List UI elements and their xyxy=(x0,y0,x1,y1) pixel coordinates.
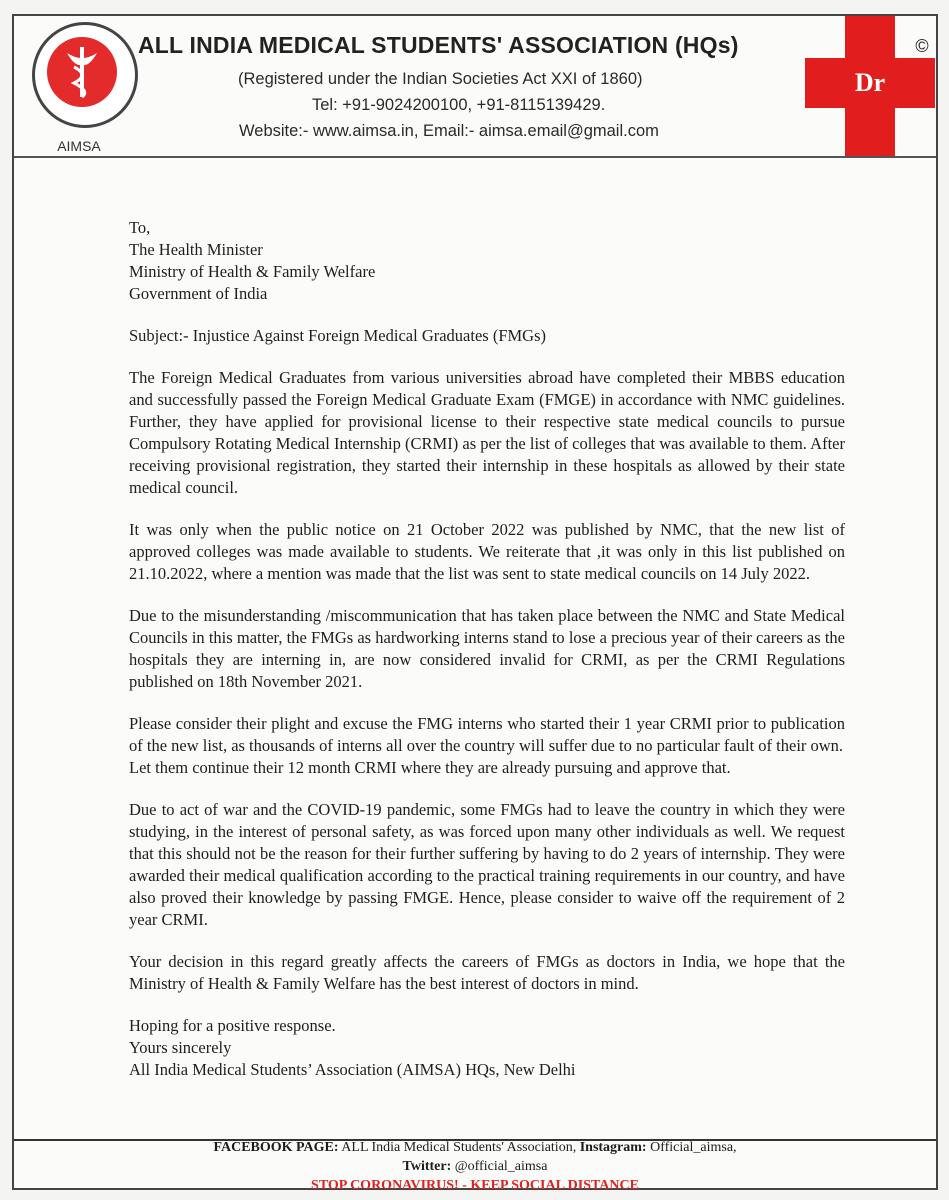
paragraph: Your decision in this regard greatly affects the careers of FMGs as doctors in India, we hope that the Ministry of Health & Family Welfare has the best interest of doctors in mind. xyxy=(129,952,845,993)
header-divider xyxy=(14,156,936,158)
recipient-line: Ministry of Health & Family Welfare xyxy=(129,262,376,281)
paragraph: The Foreign Medical Graduates from various universities abroad have completed their MBBS education and successfully passed the Foreign Medical Graduate Exam (FMGE) in accordance with NMC guidelines. Further, they have applied for provisional license to their respective state medical councils to pursue Compulsory Rotating Medical Internship (CRMI) as per the list of colleges that was available to them. After receiving provisional registration, they started their internship in these hospitals as allowed by their state medical council. xyxy=(129,368,845,497)
recipient-line: Government of India xyxy=(129,284,268,303)
letter-body xyxy=(129,217,845,1081)
paragraph: Let them continue their 12 month CRMI where they are already pursuing and approve that. xyxy=(129,758,731,777)
logo-caption: AIMSA xyxy=(57,138,101,154)
closing-line: Hoping for a positive response. xyxy=(129,1016,336,1035)
footer-twitter-line xyxy=(14,1157,936,1176)
copyright-icon: © xyxy=(915,36,929,56)
facebook-label: FACEBOOK PAGE: xyxy=(213,1140,339,1155)
twitter-label: Twitter: xyxy=(402,1159,452,1174)
dr-badge: Dr xyxy=(854,68,886,97)
subject-line: Subject:- Injustice Against Foreign Medical Graduates (FMGs) xyxy=(129,326,547,345)
twitter-link[interactable]: @official_aimsa xyxy=(451,1159,548,1174)
recipient-line: The Health Minister xyxy=(129,240,263,259)
signature-line: All India Medical Students’ Association (AIMSA) HQs, New Delhi xyxy=(129,1060,576,1079)
paragraph: Please consider their plight and excuse the FMG interns who started their 1 year CRMI prior to publication of the new list, as thousands of interns all over the country will suffer due to no particular fault of their own. xyxy=(129,714,845,755)
letterhead-document xyxy=(12,14,938,1193)
paragraph: Due to the misunderstanding /miscommunication that has taken place between the NMC and State Medical Councils in this matter, the FMGs as hardworking interns stand to lose a precious year of their careers as the hospitals they are interning in, are now considered invalid for CRMI, as per the CRMI Regulations published on 18th November 2021. xyxy=(129,606,845,691)
logo-seal-ring xyxy=(32,22,138,128)
paragraph: It was only when the public notice on 21 October 2022 was published by NMC, that the new list of approved colleges was made available to students. We reiterate that ,it was only in this list published on 21.10.2022, where a mention was made that the list was sent to state medical councils on 14 July 2022. xyxy=(129,520,845,583)
letterhead-header xyxy=(14,16,936,156)
telephone-line: Tel: +91-9024200100, +91-8115139429. xyxy=(312,96,606,114)
footer-social-line xyxy=(14,1138,936,1157)
instagram-link[interactable]: Official_aimsa, xyxy=(646,1140,737,1155)
caduceus-icon xyxy=(47,37,117,107)
closing-line: Yours sincerely xyxy=(129,1038,232,1057)
facebook-link[interactable]: ALL India Medical Students' Association, xyxy=(338,1140,580,1155)
organization-name: ALL INDIA MEDICAL STUDENTS' ASSOCIATION (HQs) xyxy=(138,32,739,58)
footer-slogan: STOP CORONAVIRUS! - KEEP SOCIAL DISTANCE xyxy=(311,1178,639,1193)
paragraph: Due to act of war and the COVID-19 pandemic, some FMGs had to leave the country in which they were studying, in the interest of personal safety, as was forced upon many other individuals as well. We request that this should not be the reason for their further suffering by having to do 2 years of internship. They were awarded their medical qualification according to the practical training requirements in our country, and have also proved their knowledge by passing FMGE. Hence, please consider to waive off the requirement of 2 year CRMI. xyxy=(129,800,845,929)
salutation: To, xyxy=(129,218,151,237)
instagram-label: Instagram: xyxy=(579,1140,647,1155)
aimsa-logo xyxy=(20,22,138,162)
registration-line: (Registered under the Indian Societies Act XXI of 1860) xyxy=(238,70,643,88)
website-email-line: Website:- www.aimsa.in, Email:- aimsa.email@gmail.com xyxy=(239,122,659,140)
